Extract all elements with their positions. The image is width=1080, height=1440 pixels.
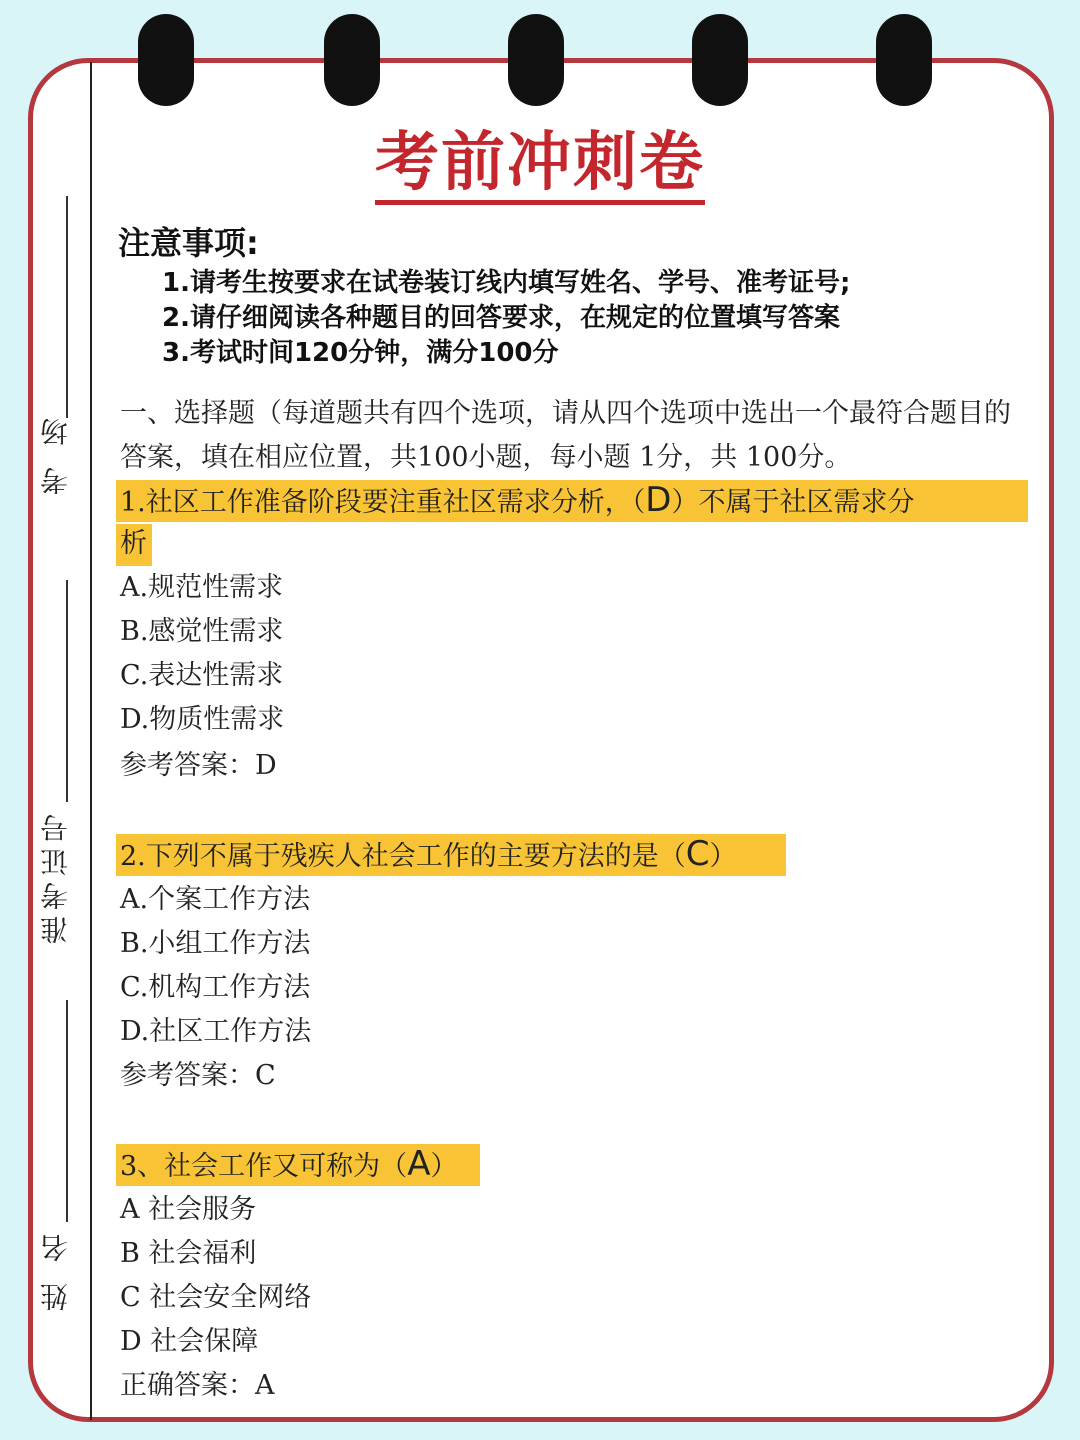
option: A.个案工作方法 bbox=[120, 884, 311, 915]
option: B 社会福利 bbox=[120, 1238, 257, 1269]
ticket-number-label: 准考证号 bbox=[39, 808, 72, 944]
option: C.机构工作方法 bbox=[120, 972, 311, 1003]
binder-ring bbox=[508, 14, 564, 106]
option: A 社会服务 bbox=[120, 1194, 257, 1225]
page-title-wrap bbox=[0, 128, 1080, 205]
answer-mark: D bbox=[645, 480, 672, 520]
page-title: 考前冲刺卷 bbox=[375, 128, 705, 205]
binder-ring bbox=[138, 14, 194, 106]
answer-mark: A bbox=[407, 1144, 431, 1184]
notice-item: 1.请考生按要求在试卷装订线内填写姓名、学号、准考证号; bbox=[162, 268, 851, 298]
binder-ring bbox=[876, 14, 932, 106]
option: D.物质性需求 bbox=[120, 704, 285, 735]
binder-ring bbox=[324, 14, 380, 106]
name-fill-line bbox=[66, 1000, 68, 1222]
exam-room-label: 考 场 bbox=[39, 412, 72, 495]
question-stem: 1.社区工作准备阶段要注重社区需求分析，（D）不属于社区需求分 bbox=[120, 480, 915, 520]
answer-mark: C bbox=[685, 834, 710, 874]
option: B.小组工作方法 bbox=[120, 928, 311, 959]
question-stem: 3、社会工作又可称为（A） bbox=[120, 1144, 458, 1184]
question-stem: 2.下列不属于残疾人社会工作的主要方法的是（C） bbox=[120, 834, 737, 874]
reference-answer: 正确答案：A bbox=[120, 1370, 275, 1401]
binding-margin-line bbox=[90, 62, 92, 1420]
option: B.感觉性需求 bbox=[120, 616, 284, 647]
binder-ring bbox=[692, 14, 748, 106]
option: D 社会保障 bbox=[120, 1326, 259, 1357]
option: C 社会安全网络 bbox=[120, 1282, 312, 1313]
ticket-number-fill-line bbox=[66, 580, 68, 802]
option: D.社区工作方法 bbox=[120, 1016, 312, 1047]
option: C.表达性需求 bbox=[120, 660, 284, 691]
notice-item: 2.请仔细阅读各种题目的回答要求，在规定的位置填写答案 bbox=[162, 303, 840, 333]
notice-heading: 注意事项: bbox=[118, 224, 259, 262]
name-label: 姓 名 bbox=[39, 1228, 72, 1311]
option: A.规范性需求 bbox=[120, 572, 284, 603]
question-stem-wrap: 析 bbox=[120, 528, 147, 559]
notice-item: 3.考试时间120分钟，满分100分 bbox=[162, 338, 559, 368]
reference-answer: 参考答案：C bbox=[120, 1060, 276, 1091]
section-intro: 一、选择题（每道题共有四个选项，请从四个选项中选出一个最符合题目的答案，填在相应位置，共100小题，每小题 1分，共 100分。 bbox=[120, 398, 1011, 473]
exam-room-fill-line bbox=[66, 196, 68, 418]
reference-answer: 参考答案：D bbox=[120, 750, 277, 781]
